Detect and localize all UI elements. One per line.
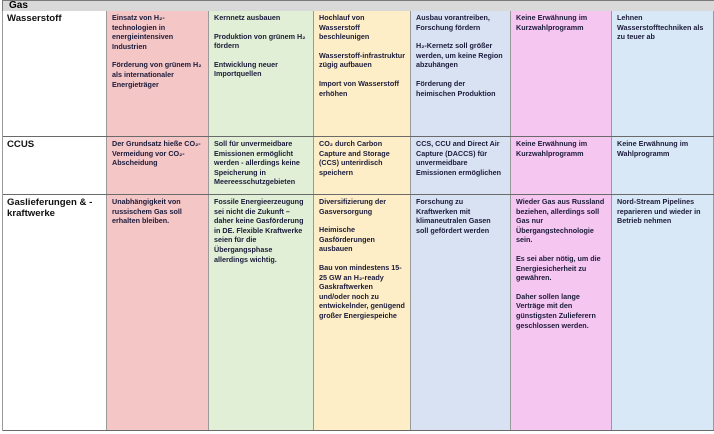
row-label: Gaslieferungen & -kraftwerke [3,195,107,430]
cell-party-1: Einsatz von H₂-technologien in energieintensiven Industrien Förderung von grünem H₂ als internationaler Energieträger [107,11,209,136]
cell-party-4: Ausbau vorantreiben, Forschung fördern H₂-Kernetz soll größer werden, um keine Region abzuhängen Förderung der heimischen Produktion [411,11,511,136]
cell-party-2: Fossile Energieerzeugung sei nicht die Zukunft – daher keine Gasförderung in DE. Flexible Kraftwerke seien für die Übergangsphase allerdings wichtig. [209,195,314,430]
cell-party-5: Keine Erwähnung im Kurzwahlprogramm [511,137,612,194]
policy-table [2,11,713,431]
table-row-ccus [3,137,714,195]
cell-party-1: Der Grundsatz hieße CO₂-Vermeidung vor CO₂-Abscheidung [107,137,209,194]
cell-party-6: Keine Erwähnung im Wahlprogramm [612,137,714,194]
cell-party-3: Hochlauf von Wasserstoff beschleunigen Wasserstoff-infrastruktur zügig aufbauen Import von Wasserstoff erhöhen [314,11,411,136]
cell-party-5: Wieder Gas aus Russland beziehen, allerdings soll Gas nur Übergangstechnologie sein. Es sei aber nötig, um die Energiesicherheit zu gewähren. Daher sollen lange Verträge mit den günstigsten Zulieferern geschlossen werden. [511,195,612,430]
table-row-wasserstoff [3,11,714,137]
cell-party-2: Soll für unvermeidbare Emissionen ermöglicht werden - allerdings keine Speicherung in Meereesschutzgebieten [209,137,314,194]
cell-party-4: CCS, CCU and Direct Air Capture (DACCS) für unvermeidbare Emissionen ermöglichen [411,137,511,194]
cell-party-1: Unabhängigkeit von russischem Gas soll erhalten bleiben. [107,195,209,430]
table-row-gaslieferungen [3,195,714,431]
table-title: Gas [9,0,28,11]
row-label: Wasserstoff [3,11,107,136]
cell-party-3: CO₂ durch Carbon Capture and Storage (CCS) unterirdisch speichern [314,137,411,194]
cell-party-4: Forschung zu Kraftwerken mit klimaneutralen Gasen soll gefördert werden [411,195,511,430]
row-label: CCUS [3,137,107,194]
cell-party-6: Nord-Stream Pipelines reparieren und wieder in Betrieb nehmen [612,195,714,430]
cell-party-5: Keine Erwähnung im Kurzwahlprogramm [511,11,612,136]
cell-party-2: Kernnetz ausbauen Produktion von grünem H₂ fördern Entwicklung neuer Importquellen [209,11,314,136]
cell-party-6: Lehnen Wasserstofftechniken als zu teuer ab [612,11,714,136]
cell-party-3: Diversifizierung der Gasversorgung Heimische Gasförderungen ausbauen Bau von mindestens 15-25 GW an H₂-ready Gaskraftwerken und/oder noch zu entwickelnder, genügend großer Energiespeiche [314,195,411,430]
